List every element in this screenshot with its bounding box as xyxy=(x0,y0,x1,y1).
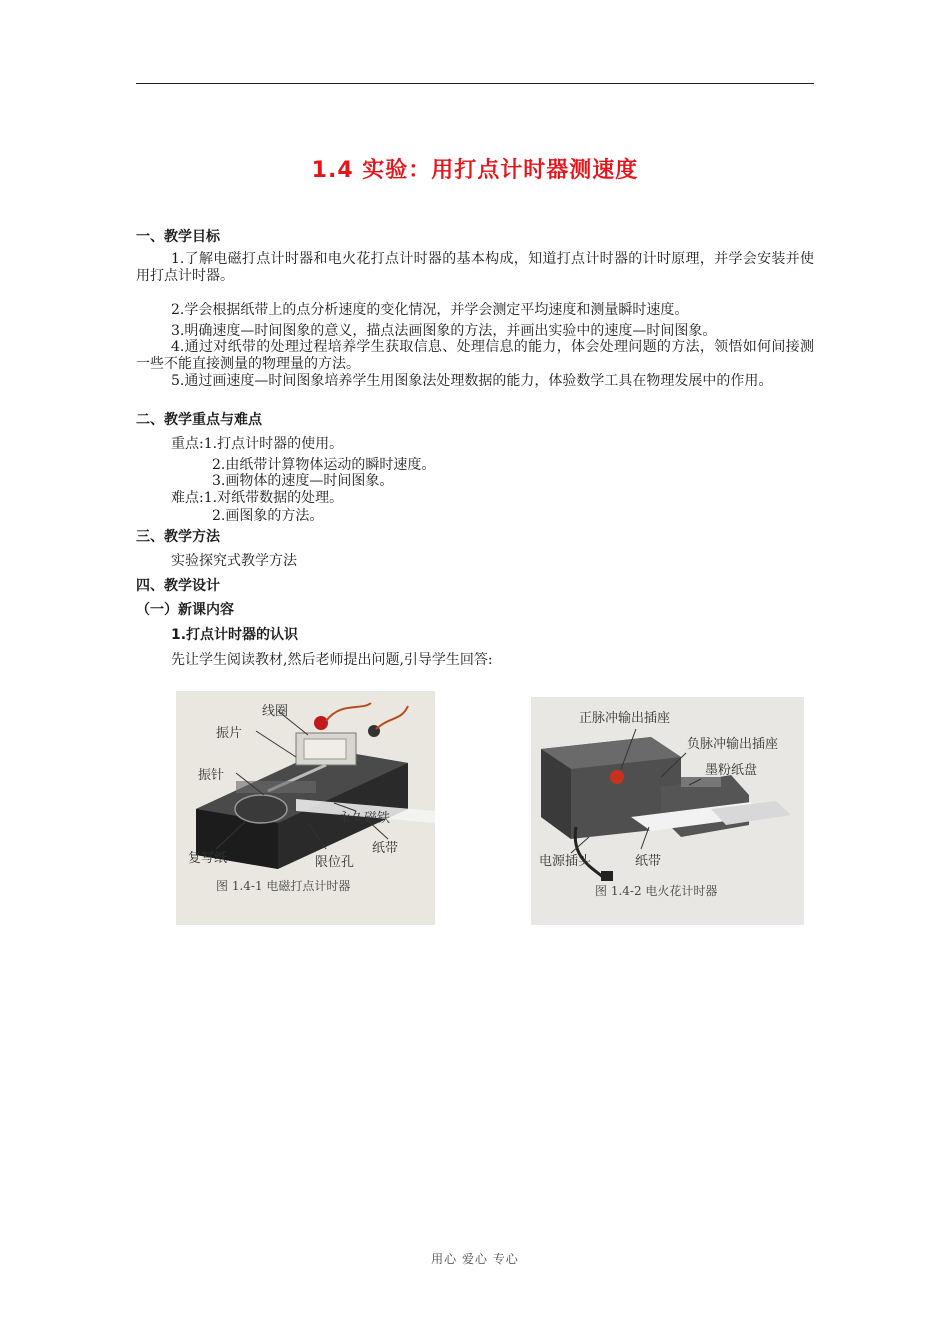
figure-electromagnetic-timer xyxy=(176,691,435,925)
section-heading-key: 二、教学重点与难点 xyxy=(136,412,262,428)
new-content-heading: （一）新课内容 xyxy=(136,602,234,618)
label-negative-socket: 负脉冲输出插座 xyxy=(687,737,779,752)
page-title: 1.4 实验：用打点计时器测速度 xyxy=(311,158,639,183)
label-magnet: 永久磁铁 xyxy=(338,811,391,826)
subsection-intro-text: 先让学生阅读教材,然后老师提出问题,引导学生回答: xyxy=(171,652,493,668)
method-text: 实验探究式教学方法 xyxy=(171,553,297,569)
label-tape: 纸带 xyxy=(372,841,399,856)
difficulty-1: 难点:1.对纸带数据的处理。 xyxy=(171,490,344,506)
page-footer: 用心 爱心 专心 xyxy=(431,1252,519,1266)
key-point-2: 2.由纸带计算物体运动的瞬时速度。 xyxy=(212,457,436,473)
header-rule xyxy=(136,83,814,84)
key-point-3: 3.画物体的速度—时间图象。 xyxy=(212,473,394,489)
figure2-caption: 图 1.4-2 电火花计时器 xyxy=(595,884,718,898)
section-heading-method: 三、教学方法 xyxy=(136,529,220,545)
goal-item-3: 3.明确速度—时间图象的意义，描点法画图象的方法，并画出实验中的速度—时间图象。 xyxy=(171,323,717,339)
section-heading-design: 四、教学设计 xyxy=(136,578,220,594)
figure1-caption: 图 1.4-1 电磁打点计时器 xyxy=(216,879,351,893)
key-point-1: 重点:1.打点计时器的使用。 xyxy=(171,436,344,452)
section-heading-goals: 一、教学目标 xyxy=(136,229,220,245)
label-reed: 振片 xyxy=(216,726,243,741)
goal-item-5: 5.通过画速度—时间图象培养学生用图象法处理数据的能力，体验数学工具在物理发展中的作用。 xyxy=(171,373,773,389)
label-limit-hole: 限位孔 xyxy=(315,855,355,870)
difficulty-2: 2.画图象的方法。 xyxy=(212,508,324,524)
label-carbon-paper: 复写纸 xyxy=(188,851,228,866)
label-power-plug: 电源插头 xyxy=(539,854,592,869)
subsection-heading-timer: 1.打点计时器的认识 xyxy=(171,627,299,643)
goal-item-2: 2.学会根据纸带上的点分析速度的变化情况，并学会测定平均速度和测量瞬时速度。 xyxy=(171,302,689,318)
label-coil: 线圈 xyxy=(262,704,289,719)
label-paper-tape: 纸带 xyxy=(635,854,662,869)
goal-item-4: 4.通过对纸带的处理过程培养学生获取信息、处理信息的能力，体会处理问题的方法，领悟如何间接测一些不能直接测量的物理量的方法。 xyxy=(136,339,814,372)
label-positive-socket: 正脉冲输出插座 xyxy=(579,711,671,726)
label-needle: 振针 xyxy=(198,768,225,783)
goal-item-1: 1.了解电磁打点计时器和电火花打点计时器的基本构成，知道打点计时器的计时原理，并学会安装并使用打点计时器。 xyxy=(136,251,814,284)
label-ink-disk: 墨粉纸盘 xyxy=(705,763,758,778)
figure-spark-timer xyxy=(531,697,804,925)
